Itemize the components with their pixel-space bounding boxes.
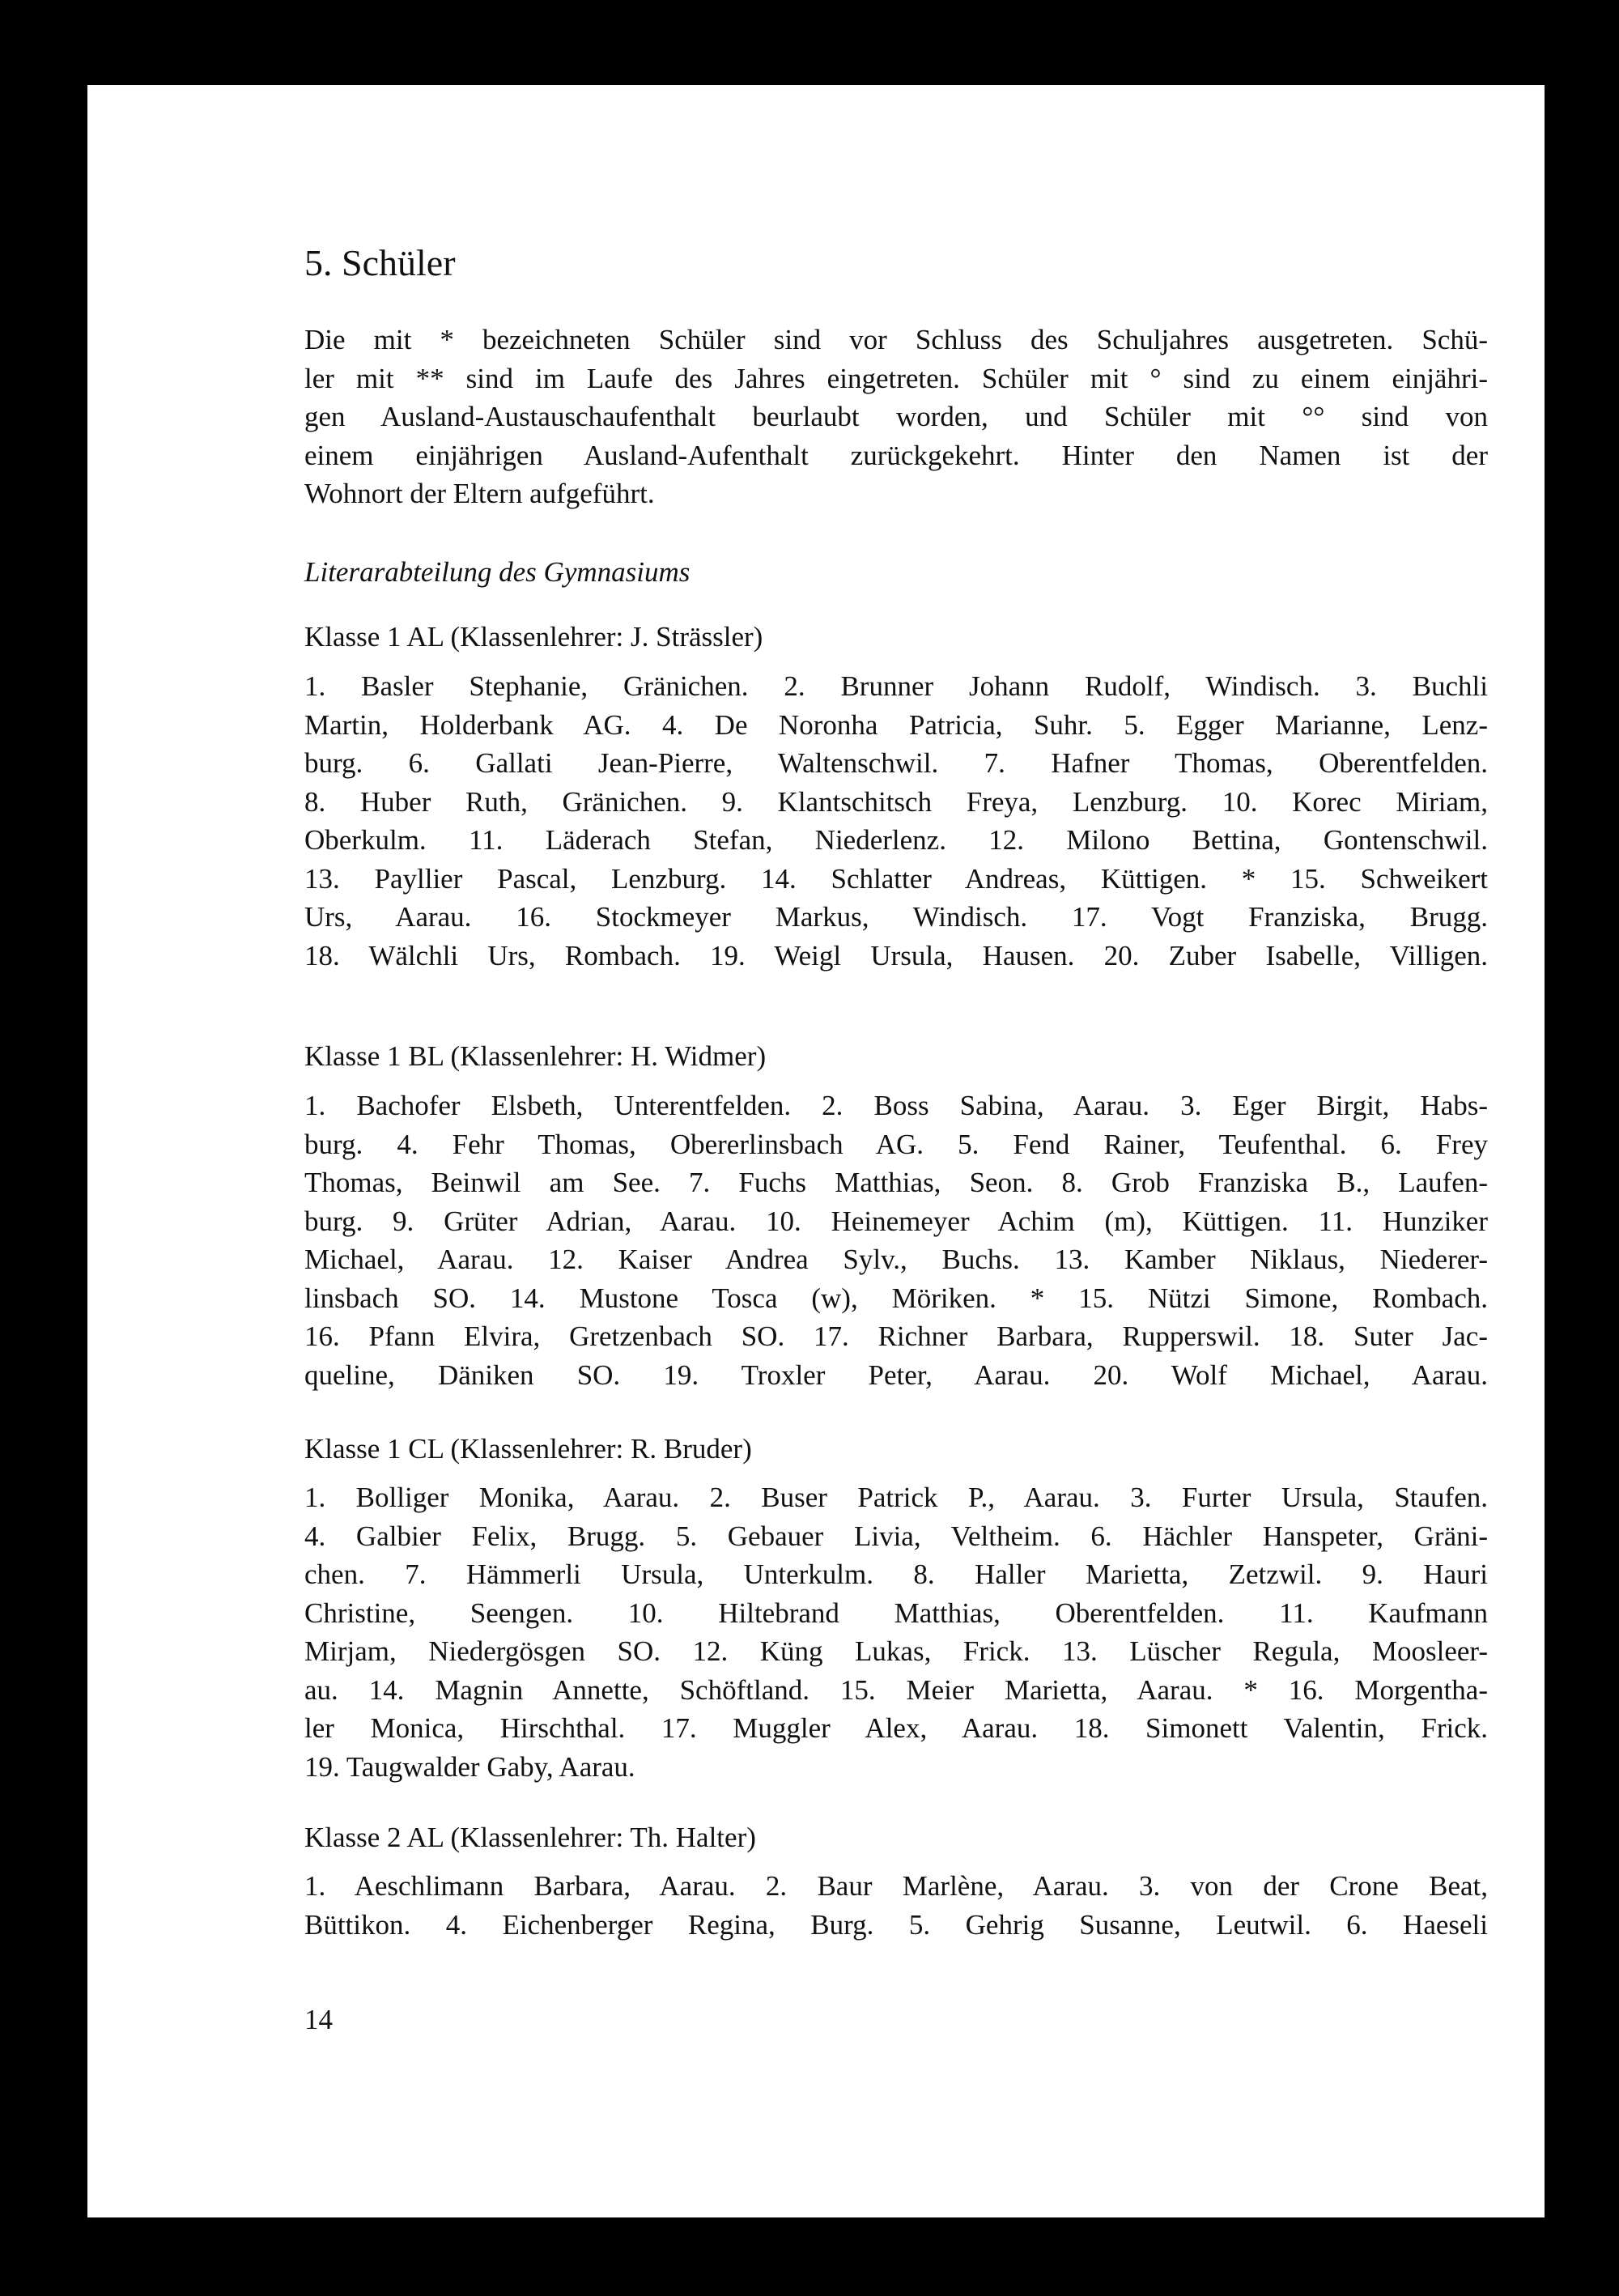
student-line: linsbach SO. 14. Mustone Tosca (w), Möriken. * 15. Nützi Simone, Rombach. <box>304 1282 1488 1314</box>
student-line: Michael, Aarau. 12. Kaiser Andrea Sylv., Buchs. 13. Kamber Niklaus, Niederer- <box>304 1244 1488 1275</box>
student-line: Martin, Holderbank AG. 4. De Noronha Patricia, Suhr. 5. Egger Marianne, Lenz- <box>304 708 1488 741</box>
section-title: Literarabteilung des Gymnasiums <box>304 556 691 588</box>
student-line: Christine, Seengen. 10. Hiltebrand Matthias, Oberentfelden. 11. Kaufmann <box>304 1597 1488 1629</box>
student-line: 13. Payllier Pascal, Lenzburg. 14. Schlatter Andreas, Küttigen. * 15. Schweikert <box>304 862 1488 895</box>
student-line: Büttikon. 4. Eichenberger Regina, Burg. 5. Gehrig Susanne, Leutwil. 6. Haeseli <box>304 1908 1488 1941</box>
student-line: 1. Basler Stephanie, Gränichen. 2. Brunner Johann Rudolf, Windisch. 3. Buchli <box>304 670 1488 702</box>
page-number: 14 <box>304 2004 333 2035</box>
student-line: Mirjam, Niedergösgen SO. 12. Küng Lukas, Frick. 13. Lüscher Regula, Moosleer- <box>304 1635 1488 1667</box>
student-line: au. 14. Magnin Annette, Schöftland. 15. Meier Marietta, Aarau. * 16. Morgentha- <box>304 1673 1488 1706</box>
student-line: 18. Wälchli Urs, Rombach. 19. Weigl Ursula, Hausen. 20. Zuber Isabelle, Villigen. <box>304 939 1488 972</box>
student-line: 1. Bachofer Elsbeth, Unterentfelden. 2. Boss Sabina, Aarau. 3. Eger Birgit, Habs- <box>304 1090 1488 1121</box>
student-line: Thomas, Beinwil am See. 7. Fuchs Matthias, Seon. 8. Grob Franziska B., Laufen- <box>304 1167 1488 1198</box>
intro-line: ler mit ** sind im Laufe des Jahres eingetreten. Schüler mit ° sind zu einem einjähri- <box>304 362 1488 394</box>
class-student-list <box>304 1478 1488 1786</box>
class-heading: Klasse 2 AL (Klassenlehrer: Th. Halter) <box>304 1822 756 1853</box>
intro-line: einem einjährigen Ausland-Aufenthalt zurückgekehrt. Hinter den Namen ist der <box>304 439 1488 471</box>
intro-line: Die mit * bezeichneten Schüler sind vor Schluss des Schuljahres ausgetreten. Schü- <box>304 324 1488 355</box>
student-line: Oberkulm. 11. Läderach Stefan, Niederlenz. 12. Milono Bettina, Gontenschwil. <box>304 824 1488 856</box>
intro-line: gen Ausland-Austauschaufenthalt beurlaubt worden, und Schüler mit °° sind von <box>304 401 1488 432</box>
class-student-list <box>304 1867 1488 1944</box>
student-line: burg. 6. Gallati Jean-Pierre, Waltenschwil. 7. Hafner Thomas, Oberentfelden. <box>304 747 1488 779</box>
student-line: 19. Taugwalder Gaby, Aarau. <box>304 1750 635 1783</box>
class-heading: Klasse 1 CL (Klassenlehrer: R. Bruder) <box>304 1433 752 1465</box>
student-line: 8. Huber Ruth, Gränichen. 9. Klantschitsch Freya, Lenzburg. 10. Korec Miriam, <box>304 785 1488 818</box>
student-line: queline, Däniken SO. 19. Troxler Peter, Aarau. 20. Wolf Michael, Aarau. <box>304 1358 1488 1391</box>
student-line: burg. 9. Grüter Adrian, Aarau. 10. Heinemeyer Achim (m), Küttigen. 11. Hunziker <box>304 1205 1488 1237</box>
intro-paragraph <box>304 321 1488 513</box>
student-line: 1. Aeschlimann Barbara, Aarau. 2. Baur Marlène, Aarau. 3. von der Crone Beat, <box>304 1870 1488 1902</box>
student-line: 1. Bolliger Monika, Aarau. 2. Buser Patrick P., Aarau. 3. Furter Ursula, Staufen. <box>304 1482 1488 1513</box>
student-line: Urs, Aarau. 16. Stockmeyer Markus, Windisch. 17. Vogt Franziska, Brugg. <box>304 901 1488 933</box>
student-line: 16. Pfann Elvira, Gretzenbach SO. 17. Richner Barbara, Rupperswil. 18. Suter Jac- <box>304 1320 1488 1352</box>
page-title: 5. Schüler <box>304 242 456 283</box>
student-line: chen. 7. Hämmerli Ursula, Unterkulm. 8. Haller Marietta, Zetzwil. 9. Hauri <box>304 1558 1488 1590</box>
class-student-list <box>304 667 1488 975</box>
class-heading: Klasse 1 BL (Klassenlehrer: H. Widmer) <box>304 1040 767 1072</box>
intro-line: Wohnort der Eltern aufgeführt. <box>304 478 655 509</box>
student-line: burg. 4. Fehr Thomas, Obererlinsbach AG. 5. Fend Rainer, Teufenthal. 6. Frey <box>304 1128 1488 1160</box>
class-heading: Klasse 1 AL (Klassenlehrer: J. Strässler) <box>304 621 763 653</box>
student-line: ler Monica, Hirschthal. 17. Muggler Alex, Aarau. 18. Simonett Valentin, Frick. <box>304 1712 1488 1744</box>
student-line: 4. Galbier Felix, Brugg. 5. Gebauer Livia, Veltheim. 6. Hächler Hanspeter, Gräni- <box>304 1520 1488 1552</box>
class-student-list <box>304 1086 1488 1394</box>
document-page <box>87 85 1545 2217</box>
